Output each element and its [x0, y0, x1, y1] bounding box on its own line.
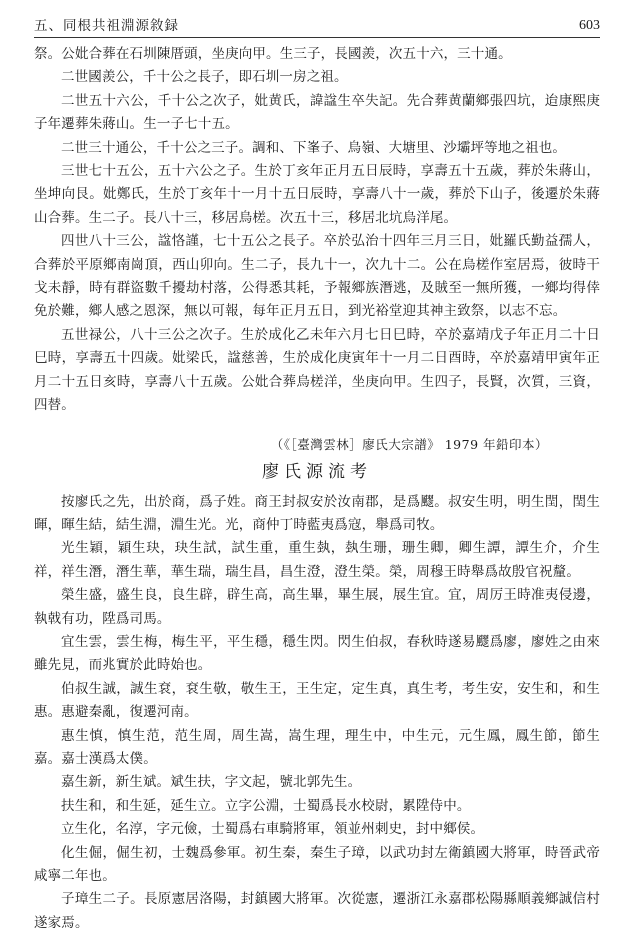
paragraph: 伯叔生誠，誠生袞，袞生敬，敬生王，王生定，定生真，真生考，考生安，安生和，和生惠。惠避秦亂，復遷河南。 — [34, 678, 600, 725]
running-header — [34, 0, 600, 38]
paragraph: 惠生慎，慎生范，范生周，周生嵩，嵩生理，理生中，中生元，元生鳳，鳳生節，節生嘉。嘉士漢爲太僕。 — [34, 725, 600, 772]
origin-section — [34, 491, 600, 935]
paragraph: 二世五十六公，千十公之次子，妣黄氏，諱諡生卒失記。先合葬黄蘭鄉張四坑，迨康熙庚子年遷葬朱蔣山。生一子七十五。 — [34, 90, 600, 137]
page-number: 603 — [579, 18, 600, 34]
paragraph: 按廖氏之先，出於商，爲子姓。商王封叔安於汝南郡，是爲飂。叔安生明，明生閏，閏生暉，暉生結，結生淵，淵生光。光，商仲丁時藍夷爲寇，舉爲司牧。 — [34, 491, 600, 538]
genealogy-section — [34, 43, 600, 418]
paragraph: 子璋生二子。長原憲居洛陽，封鎮國大將軍。次從憲，遷浙江永嘉郡松陽縣順義鄉誠信村遂家焉。 — [34, 888, 600, 935]
paragraph: 宜生雲，雲生梅，梅生平，平生穩，穩生閃。閃生伯叔，春秋時遂易飂爲廖，廖姓之由來雖先見，而兆實於此時始也。 — [34, 631, 600, 678]
document-body — [34, 43, 600, 935]
paragraph: 二世三十通公，千十公之三子。調和、下峯子、烏嶺、大塘里、沙壩坪等地之祖也。 — [34, 137, 600, 160]
paragraph: 二世國羨公，千十公之長子，即石圳一房之祖。 — [34, 66, 600, 89]
paragraph: 五世禄公，八十三公之次子。生於成化乙未年六月七日巳時，卒於嘉靖戊子年正月二十日巳時，享壽五十四歲。妣梁氏，諡慈善，生於成化庚寅年十一月二日酉時，卒於嘉靖甲寅年正月二十五日亥時，享壽八十五歲。公妣合葬烏槎洋，坐庚向甲。生四子，長賢，次質，三資，四替。 — [34, 324, 600, 418]
paragraph: 祭。公妣合葬在石圳陳厝頭，坐庚向甲。生三子，長國羨，次五十六，三十通。 — [34, 43, 600, 66]
paragraph: 立生化，名淳，字元儉，士蜀爲右車騎將軍，領並州刺史，封中鄉侯。 — [34, 818, 600, 841]
paragraph: 四世八十三公，諡恪謹，七十五公之長子。卒於弘治十四年三月三日，妣羅氏勤益孺人，合葬於平原鄉南崗頂，西山卯向。生二子，長九十一，次九十二。公在烏槎作室居焉，彼時干戈未靜，時有群盜數千擾劫村落，公得悉其耗，予報鄉族潛逃，及賊至一無所獲，一鄉均得倖免於難，鄉人感之恩深，無以可報，每年正月五日，到光裕堂迎其神主致祭，以志不忘。 — [34, 230, 600, 324]
source-citation: （《［臺灣雲林］廖氏大宗譜》 1979 年鉛印本） — [34, 435, 548, 455]
header-title: 五、同根共祖淵源敘録 — [34, 14, 179, 34]
paragraph: 三世七十五公，五十六公之子。生於丁亥年正月五日辰時，享壽五十五歲，葬於朱蔣山，坐坤向艮。妣鄭氏，生於丁亥年十一月十五日辰時，享壽八十一歲，葬於下山子，後遷於朱蔣山合葬。生二子。長八十三，移居烏槎。次五十三，移居北坑烏洋尾。 — [34, 160, 600, 230]
section-title: 廖氏源流考 — [34, 459, 600, 485]
paragraph: 嘉生新，新生斌。斌生扶，字文起，號北郭先生。 — [34, 771, 600, 794]
paragraph: 扶生和，和生延，延生立。立字公淵，士蜀爲長水校尉，累陞侍中。 — [34, 795, 600, 818]
paragraph: 光生穎，穎生玦，玦生試，試生重，重生埶，埶生珊，珊生卿，卿生譚，譚生介，介生祥，祥生潛，潛生華，華生瑞，瑞生昌，昌生澄，澄生榮。榮，周穆王時舉爲故殷官祝釐。 — [34, 537, 600, 584]
paragraph: 化生倔，倔生初，士魏爲參軍。初生秦，秦生子璋，以武功封左衛鎮國大將軍，時晉武帝咸寧二年也。 — [34, 842, 600, 889]
paragraph: 榮生盛，盛生良，良生辟，辟生高，高生畢，畢生展，展生宜。宜，周厉王時准夷侵邊，執戟有功，陞爲司馬。 — [34, 584, 600, 631]
